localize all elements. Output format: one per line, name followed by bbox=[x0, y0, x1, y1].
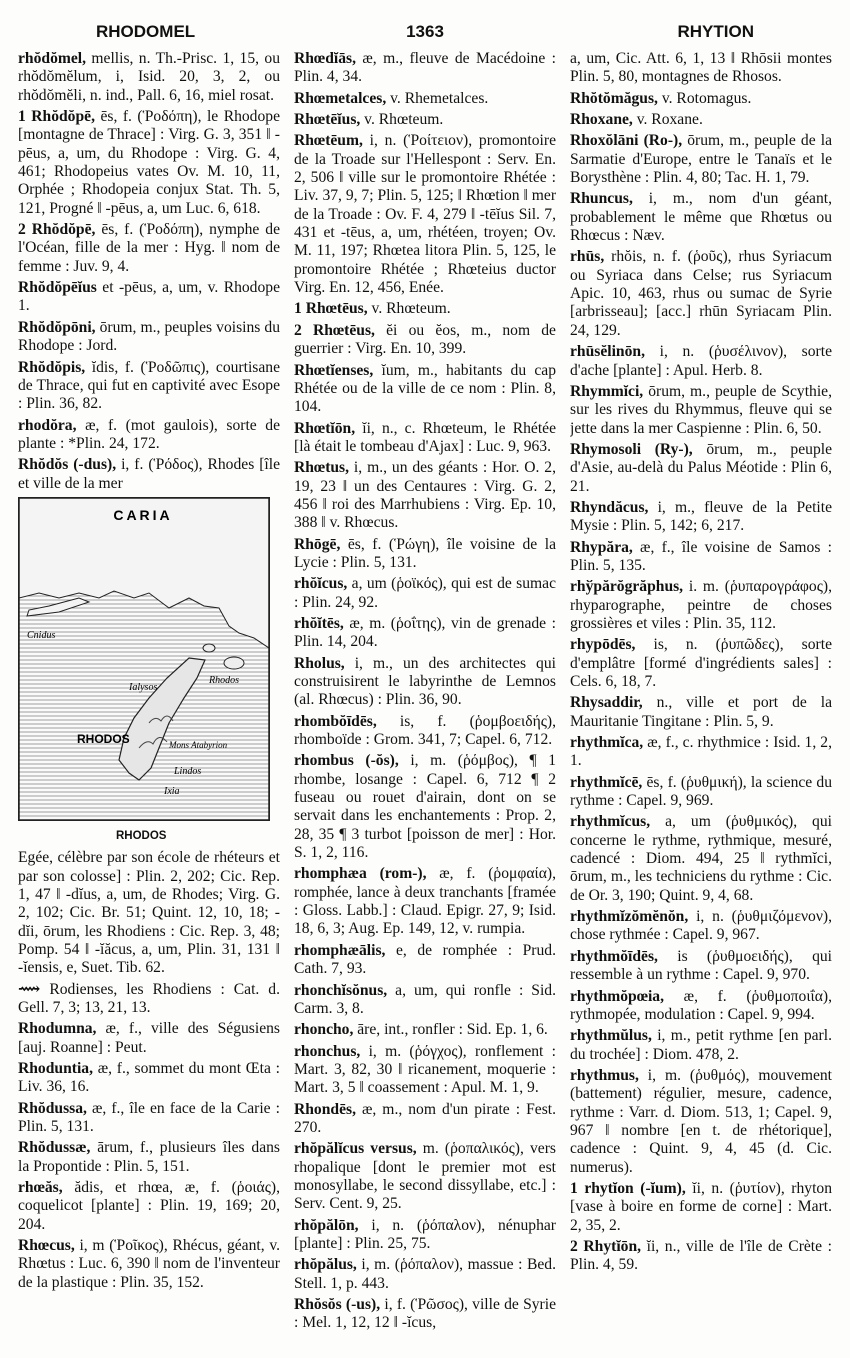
entry-definition: æ, f. (ῥυθμοποιΐα), rythmopée, modulation : Capel. 9, 994. bbox=[570, 987, 832, 1023]
dictionary-entry bbox=[294, 575, 556, 612]
entry-definition: a, um, Cic. Att. 6, 1, 13 ‖ Rhōsii montes Plin. 5, 80, montagnes de Rhosos. bbox=[570, 50, 832, 86]
entry-definition: ārum, f., plusieurs îles dans la Propontide : Plin. 5, 151. bbox=[18, 1139, 280, 1175]
entry-definition: n., ville et port de la Mauritanie Tingitane : Plin. 5, 9. bbox=[570, 694, 832, 730]
entry-definition: ĕi ou ĕos, m., nom de guerrier : Virg. En. 10, 399. bbox=[294, 321, 556, 358]
entry-definition: ĭi, n., c. Rhœteum, le Rhétée [là était le tombeau d'Ajax] : Luc. 9, 963. bbox=[294, 419, 556, 455]
entry-definition: ēs, f. (Ῥοδόπη), le Rhodope [montagne de Thrace] : Virg. G. 3, 351 ‖ -pēus, a, um, du Rhodope : Virg. G. 4, 461; Rhodopeius vates Ov. M. 10, 11, Orphée ; Rhodopeia conjux Stat. Th. 5, 121, Progné ‖ -pēus, a, um Luc. 6, 618. bbox=[18, 108, 280, 217]
dictionary-entry bbox=[570, 383, 832, 438]
entry-headword: 1 rhytĭon (-ĭum), bbox=[570, 1179, 686, 1197]
entry-definition: i, m. (ῥόμβος), ¶ 1 rhombe, losange : Capel. 6, 712 ¶ 2 fuseau ou rouet d'airain, dont on se servait dans les enchantements : Prop. 2, 28, 35 ¶ 3 turbot [poisson de mer] : Hor. S. 1, 2, 116. bbox=[294, 752, 556, 862]
entry-definition: i, m., un des géants : Hor. O. 2, 19, 23 ‖ un des Centaures : Virg. G. 2, 456 ‖ roi des Marrhubiens : Virg. Ep. 10, 388 ‖ v. Rhœcus. bbox=[294, 459, 556, 532]
header-right-guideword: RHYTION bbox=[677, 22, 754, 41]
entry-definition: i, n. (ῥυθμιζόμενον), chose rythmée : Capel. 9, 967. bbox=[570, 908, 832, 944]
rhodos-map bbox=[18, 497, 270, 821]
dictionary-entry bbox=[18, 108, 280, 218]
entry-definition: v. Roxane. bbox=[632, 111, 703, 129]
dictionary-entry bbox=[294, 865, 556, 938]
dictionary-entry bbox=[570, 343, 832, 380]
column-2 bbox=[294, 50, 556, 1358]
entry-headword: rhythmĭca, bbox=[570, 734, 644, 752]
entry-headword: Rhymmĭci, bbox=[570, 382, 644, 400]
dictionary-entry bbox=[294, 459, 556, 532]
entry-headword: rhŏpălĭcus versus, bbox=[294, 1140, 417, 1158]
entry-definition: ōrum, m., peuple de Scythie, sur les rives du Rhymmus, fleuve qui se jette dans la mer Caspienne : Plin. 6, 50. bbox=[570, 382, 832, 437]
entry-headword: Rhŏdŏpis, bbox=[18, 358, 86, 376]
dictionary-entry bbox=[18, 1060, 280, 1097]
entry-definition: æ, m. (ῥοΐτης), vin de grenade : Plin. 14, 204. bbox=[294, 614, 556, 651]
entry-headword: rhombus (-ŏs), bbox=[294, 752, 399, 770]
map-label-atabyrion: Mons Atabyrion bbox=[169, 739, 228, 750]
entry-headword: rhŏĭtēs, bbox=[294, 614, 344, 632]
dictionary-entry bbox=[294, 615, 556, 652]
entry-headword: rhodŏra, bbox=[18, 416, 77, 434]
entry-definition: æ, m., nom d'un pirate : Fest. 270. bbox=[294, 1100, 556, 1136]
dictionary-entry bbox=[570, 636, 832, 691]
entry-definition: i, f. (Ῥῶσος), ville de Syrie : Mel. 1, 12, 12 ‖ -ĭcus, bbox=[294, 1296, 556, 1332]
dictionary-entry bbox=[294, 752, 556, 862]
entry-definition: v. Rotomagus. bbox=[657, 89, 752, 107]
entry-definition: i, m. (ῥυθμός), mouvement (battement) régulier, mesure, cadence, rythme : Varr. d. Diom. 513, 1; Capel. 9, 967 ‖ nombre [en t. de rhétorique], cadence : Quint. 9, 4, 45 (d. Cic. numerus). bbox=[570, 1066, 832, 1176]
entry-definition: a, um (ῥυθμικός), qui concerne le rythme, rythmique, mesuré, cadencé : Diom. 494, 25 ‖ rythmĭci, ōrum, m., les techniciens du rythme : Cic. de Or. 3, 190; Quint. 9, 4, 68. bbox=[570, 813, 832, 904]
entry-headword: rhythmŏīdēs, bbox=[570, 947, 658, 965]
entry-definition: m. (ῥοπαλικός), vers rhopalique [dont le premier mot est monosyllabe, le second dissyllabe, etc.] : Serv. Cent. 9, 25. bbox=[294, 1140, 556, 1213]
dictionary-entry bbox=[570, 774, 832, 811]
entry-headword: 2 Rhytĭōn, bbox=[570, 1237, 642, 1255]
entry-headword: rhūsĕlinōn, bbox=[570, 343, 645, 361]
dictionary-entry bbox=[294, 362, 556, 417]
entry-headword: rhūs, bbox=[570, 248, 605, 266]
entry-headword: Rhŏdussæ, bbox=[18, 1139, 91, 1157]
entry-definition: v. Rhemetalces. bbox=[386, 89, 489, 107]
entry-headword: rhŏdŏmel, bbox=[18, 50, 87, 67]
dictionary-entry bbox=[570, 499, 832, 536]
dictionary-entry bbox=[294, 111, 556, 129]
dictionary-entry bbox=[294, 982, 556, 1019]
entry-headword: rhythmus, bbox=[570, 1066, 639, 1084]
entry-definition: ădis, et rhœa, æ, f. (ῥοιάς), coquelicot [plante] : Plin. 19, 169; 20, 204. bbox=[18, 1179, 280, 1233]
dictionary-entry bbox=[294, 90, 556, 108]
entry-definition: i, n. (ῥυσέλινον), sorte d'ache [plante] : Apul. Herb. 8. bbox=[570, 343, 832, 379]
entry-headword: Rhœcus, bbox=[18, 1237, 75, 1255]
entry-definition: rhŏis, n. f. (ῥοῦς), rhus Syriacum ou Syriaca dans Celse; rus Syriacum Apic. 10, 463, rhus ou sumac de Syrie [arbrisseau]; [acc.] rhūn Syriacam Plin. 24, 129. bbox=[570, 248, 832, 339]
page-header bbox=[18, 18, 832, 48]
entry-headword: Rhŏdussa, bbox=[18, 1099, 87, 1117]
entry-headword: rhonchus, bbox=[294, 1042, 361, 1060]
entry-definition: ōrum, m., peuple de la Sarmatie d'Europe, entre le Tanaïs et le Borysthène : Plin. 4, 80; Tac. H. 1, 79. bbox=[570, 132, 832, 187]
map-caption: RHODOS bbox=[116, 829, 167, 842]
dictionary-entry bbox=[570, 50, 832, 87]
entry-definition: ĭi, n. (ῥυτίον), rhyton [vase à boire en forme de corne] : Mart. 2, 35, 2. bbox=[570, 1179, 832, 1234]
dictionary-entry bbox=[18, 221, 280, 276]
entry-definition: mellis, n. Th.-Prisc. 1, 15, ou rhŏdŏmĕlum, i, Isid. 20, 3, 2, ou rhŏdŏmĕli, n. ind., Pall. 6, 16, miel rosat. bbox=[18, 50, 280, 104]
dictionary-entry bbox=[570, 578, 832, 633]
entry-definition: Egée, célèbre par son école de rhéteurs et par son colosse] : Plin. 2, 202; Cic. Rep. 1, 47 ‖ -dĭus, a, um, de Rhodes; Virg. G. 2, 102; Cic. Br. 51; Quint. 12, 10, 18; -dĭi, ōrum, les Rhodiens : Cic. Rep. 3, 48; Pomp. 54 ‖ -ĭăcus, a, um, Plin. 31, 131 ‖ -ĭensis, e, Suet. Tib. 62. bbox=[18, 849, 280, 977]
map-label-cnidus: Cnidus bbox=[27, 629, 56, 641]
entry-headword: rhŏpălōn, bbox=[294, 1216, 359, 1234]
page-number: 1363 bbox=[406, 22, 444, 41]
dictionary-entry bbox=[294, 713, 556, 750]
entry-definition: i, n. (ῥόπαλον), nénuphar [plante] : Plin. 25, 75. bbox=[294, 1216, 556, 1252]
entry-headword: rhythmĭcē, bbox=[570, 773, 643, 791]
dictionary-entry bbox=[18, 359, 280, 414]
dictionary-entry bbox=[570, 734, 832, 771]
dictionary-entry bbox=[294, 1101, 556, 1138]
dictionary-entry bbox=[570, 539, 832, 576]
dictionary-entry bbox=[570, 111, 832, 129]
dictionary-entry bbox=[18, 1179, 280, 1234]
map-label-rhodos-city: Rhodos bbox=[209, 674, 239, 686]
entry-definition: i. m. (ῥυπαρογράφος), rhyparographe, peintre de choses grossières et viles : Plin. 35, 112. bbox=[570, 578, 832, 632]
entry-definition: ĭi, n., ville de l'île de Crète : Plin. 4, 59. bbox=[570, 1237, 832, 1274]
entry-headword: Rhondēs, bbox=[294, 1100, 356, 1118]
entry-definition: æ, m., fleuve de Macédoine : Plin. 4, 34. bbox=[294, 50, 556, 86]
dictionary-entry bbox=[294, 1043, 556, 1098]
entry-definition: i, m., nom d'un géant, probablement le même que Rhœtus ou Rhœcus : Næv. bbox=[570, 190, 832, 245]
entry-headword: Rhysaddir, bbox=[570, 694, 643, 712]
entry-headword: rhomphæa (rom-), bbox=[294, 865, 427, 883]
entry-definition: i, m. (ῥόπαλον), massue : Bed. Stell. 1, p. 443. bbox=[294, 1256, 556, 1292]
dictionary-entry bbox=[294, 420, 556, 457]
dictionary-entry bbox=[294, 132, 556, 297]
dictionary-entry bbox=[18, 1020, 280, 1057]
dictionary-entry bbox=[294, 655, 556, 710]
entry-headword: Rhoxane, bbox=[570, 111, 633, 129]
entry-definition: æ, f., sommet du mont Œta : Liv. 36, 16. bbox=[18, 1060, 280, 1096]
dictionary-entry bbox=[570, 132, 832, 187]
dictionary-entry bbox=[570, 441, 832, 496]
dictionary-entry bbox=[294, 1256, 556, 1293]
header-left-guideword: RHODOMEL bbox=[96, 22, 196, 41]
entry-headword: Rhŏdŏpōni, bbox=[18, 318, 96, 336]
entry-definition: et -pēus, a, um, v. Rhodope 1. bbox=[18, 279, 280, 315]
entry-definition: i, n. (Ῥοίτειον), promontoire de la Troade sur l'Hellespont : Serv. En. 2, 506 ‖ ville sur le promontoire Rhétée : Liv. 37, 9, 7; Plin. 5, 125; ‖ Rhœtion ‖ mer de la Troade : Ov. F. 4, 279 ‖ -tēĭus Sil. 7, 431 et -tēus, a, um, rhétéen, troyen; Ov. M. 11, 197; Rhœtea litora Plin. 5, 125, le promontoire Rhétée ; Rhœteius ductor Virg. En. 12, 456, Enée. bbox=[294, 132, 556, 297]
entry-definition: ēs, f. (ῥυθμική), la science du rythme : Capel. 9, 969. bbox=[570, 773, 832, 810]
entry-headword: rhypōdēs, bbox=[570, 636, 636, 654]
dictionary-entry bbox=[570, 248, 832, 340]
entry-definition: ēs, f. (Ῥώγη), île voisine de la Lycie : Plin. 5, 131. bbox=[294, 535, 556, 571]
entry-definition: Rodienses, les Rhodiens : Cat. d. Gell. 7, 3; 13, 21, 13. bbox=[18, 980, 280, 1016]
dictionary-entry bbox=[18, 456, 280, 493]
entry-headword: Rholus, bbox=[294, 654, 345, 672]
dictionary-entry bbox=[18, 279, 280, 316]
entry-headword: Rhyndăcus, bbox=[570, 498, 649, 516]
dictionary-entry bbox=[294, 942, 556, 979]
entry-definition: ĭum, m., habitants du cap Rhétée ou de la ville de ce nom : Plin. 8, 104. bbox=[294, 361, 556, 416]
map-label-lindos: Lindos bbox=[174, 765, 202, 777]
dictionary-entry bbox=[294, 322, 556, 359]
dictionary-entry bbox=[570, 1027, 832, 1064]
entry-headword: Rhodumna, bbox=[18, 1020, 97, 1038]
entry-headword: Rhōgē, bbox=[294, 535, 341, 553]
entry-headword: Rhŏtŏmăgus, bbox=[570, 89, 658, 107]
entry-definition: a, um (ῥοϊκός), qui est de sumac : Plin. 24, 92. bbox=[294, 575, 556, 611]
dictionary-entry bbox=[294, 1021, 556, 1039]
map-title: CARIA bbox=[113, 506, 173, 523]
entry-headword: rhythmŭlus, bbox=[570, 1027, 652, 1045]
entry-definition: v. Rhœteum. bbox=[367, 300, 451, 318]
entry-definition: i, m (Ῥοῖκος), Rhécus, géant, v. Rhœtus : Luc. 6, 390 ‖ nom de l'inventeur de la plastique : Plin. 35, 152. bbox=[18, 1237, 280, 1291]
dictionary-entry bbox=[18, 849, 280, 977]
entry-headword: Rhœdĭās, bbox=[294, 50, 356, 67]
dictionary-entry bbox=[18, 1237, 280, 1292]
entry-headword: Rhŏdŏpēĭus bbox=[18, 279, 97, 297]
entry-definition: ōrum, m., peuple d'Asie, au-delà du Palus Méotide : Plin 6, 21. bbox=[570, 440, 832, 495]
entry-headword: Rhœmetalces, bbox=[294, 89, 387, 107]
entry-headword: rhўpărŏgrăphus, bbox=[570, 578, 684, 596]
entry-headword: rhonchĭsŏnus, bbox=[294, 981, 388, 999]
dictionary-entry bbox=[570, 694, 832, 731]
column-3 bbox=[570, 50, 832, 1358]
entry-headword: Rhœtĭōn, bbox=[294, 419, 356, 437]
entry-headword: rhombŏīdēs, bbox=[294, 712, 377, 730]
entry-headword: rhythmĭzŏmĕnŏn, bbox=[570, 908, 689, 926]
entry-definition: i, m., un des architectes qui construisirent le labyrinthe de Lemnos (al. Rhœcus) : Plin. 36, 90. bbox=[294, 654, 556, 709]
entry-definition: ōrum, m., peuples voisins du Rhodope : Jord. bbox=[18, 318, 280, 355]
dictionary-entry bbox=[570, 90, 832, 108]
entry-definition: i, m., fleuve de la Petite Mysie : Plin. 5, 142; 6, 217. bbox=[570, 498, 832, 535]
entry-definition: a, um, qui ronfle : Sid. Carm. 3, 8. bbox=[294, 981, 556, 1017]
dictionary-entry bbox=[570, 813, 832, 905]
map-label-rhodos-island: RHODOS bbox=[77, 731, 130, 746]
dictionary-entry bbox=[570, 948, 832, 985]
entry-headword: Rhypăra, bbox=[570, 538, 633, 556]
entry-headword: rhythmŏpœia, bbox=[570, 987, 665, 1005]
entry-headword: Rhœtĭenses, bbox=[294, 361, 374, 379]
entry-definition: āre, int., ronfler : Sid. Ep. 1, 6. bbox=[353, 1021, 548, 1039]
entry-headword: Rhœtus, bbox=[294, 459, 350, 477]
dictionary-entry bbox=[570, 190, 832, 245]
entry-headword: rhŏpălus, bbox=[294, 1256, 357, 1274]
entry-definition: æ, f., île en face de la Carie : Plin. 5, 131. bbox=[18, 1099, 280, 1136]
dictionary-entry bbox=[294, 536, 556, 573]
entry-headword: Rhoxŏlāni (Ro-), bbox=[570, 132, 683, 150]
map-label-ialysos: Ialysos bbox=[129, 681, 158, 693]
map-label-ixia: Ixia bbox=[164, 785, 180, 797]
column-1 bbox=[18, 50, 280, 1358]
entry-headword: rhŏĭcus, bbox=[294, 575, 348, 593]
entry-definition: is, n. (ῥυπῶδες), sorte d'emplâtre [formé d'ingrédients sales] : Cels. 6, 18, 7. bbox=[570, 636, 832, 690]
entry-definition: v. Rhœteum. bbox=[360, 111, 444, 129]
dictionary-entry bbox=[570, 908, 832, 945]
entry-headword: Rhuncus, bbox=[570, 190, 633, 208]
entry-definition: æ, f. (mot gaulois), sorte de plante : *Plin. 24, 172. bbox=[18, 416, 280, 452]
entry-headword: 2 Rhŏdŏpē, bbox=[18, 221, 96, 239]
entry-definition: i, m., petit rythme [en parl. du trochée] : Diom. 478, 2. bbox=[570, 1027, 832, 1063]
entry-definition: i, m. (ῥόγχος), ronflement : Mart. 3, 82, 30 ‖ ricanement, moquerie : Mart. 3, 5 ‖ coassement : Apul. M. 1, 9. bbox=[294, 1042, 556, 1097]
entry-definition: ĭdis, f. (Ῥοδῶπις), courtisane de Thrace, qui fut en captivité avec Esope : Plin. 36, 82. bbox=[18, 358, 280, 413]
entry-headword: Rhœtēum, bbox=[294, 132, 363, 150]
dictionary-entry bbox=[18, 1139, 280, 1176]
entry-definition: æ, f. (ῥομφαία), romphée, lance à deux tranchants [framée : Gloss. Labb.] : Claud. Epigr. 27, 9; Isid. 18, 6, 3; Aug. Ep. 149, 12, v. rumpia. bbox=[294, 865, 556, 938]
dictionary-entry bbox=[294, 1296, 556, 1333]
entry-definition: is (ῥυθμοειδής), qui ressemble à un rythme : Capel. 9, 970. bbox=[570, 947, 832, 984]
entry-definition: i, f. (Ῥόδος), Rhodes [île et ville de la mer bbox=[18, 456, 280, 492]
entry-definition: is, f. (ῥομβοειδής), rhomboïde : Grom. 341, 7; Capel. 6, 712. bbox=[294, 712, 556, 749]
entry-headword: Rhœtēĭus, bbox=[294, 111, 361, 129]
dictionary-entry bbox=[570, 1180, 832, 1235]
dictionary-entry bbox=[294, 300, 556, 318]
entry-definition: æ, f., île voisine de Samos : Plin. 5, 135. bbox=[570, 538, 832, 574]
dictionary-entry bbox=[570, 1238, 832, 1275]
entry-definition: æ, f., c. rhythmice : Isid. 1, 2, 1. bbox=[570, 734, 832, 770]
entry-headword: rhœăs, bbox=[18, 1179, 63, 1197]
dictionary-entry bbox=[18, 50, 280, 105]
entry-headword: ⟿ bbox=[18, 980, 50, 998]
entry-headword: rhomphæālis, bbox=[294, 941, 386, 959]
map-illustration bbox=[19, 498, 269, 820]
entry-headword: Rhŏdŏs (-dus), bbox=[18, 456, 117, 474]
entry-definition: ēs, f. (Ῥοδόπη), nymphe de l'Océan, fille de la mer : Hyg. ‖ nom de femme : Juv. 9, 4. bbox=[18, 221, 280, 275]
entry-headword: rhythmĭcus, bbox=[570, 813, 651, 831]
entry-definition: æ, f., ville des Ségusiens [auj. Roanne] : Peut. bbox=[18, 1020, 280, 1056]
dictionary-entry bbox=[570, 988, 832, 1025]
dictionary-entry bbox=[294, 1217, 556, 1254]
entry-headword: Rhŏsŏs (-us), bbox=[294, 1296, 381, 1313]
entry-headword: Rhymosoli (Ry-), bbox=[570, 440, 693, 458]
entry-headword: Rhoduntia, bbox=[18, 1060, 93, 1078]
dictionary-entry bbox=[294, 1140, 556, 1213]
entry-headword: 1 Rhŏdŏpē, bbox=[18, 108, 95, 126]
dictionary-entry bbox=[18, 417, 280, 454]
columns bbox=[18, 50, 832, 1358]
entry-headword: rhoncho, bbox=[294, 1021, 354, 1039]
entry-definition: e, de romphée : Prud. Cath. 7, 93. bbox=[294, 941, 556, 978]
entry-headword: 1 Rhœtēus, bbox=[294, 300, 368, 318]
entry-headword: 2 Rhœtēus, bbox=[294, 321, 375, 339]
dictionary-entry bbox=[18, 319, 280, 356]
dictionary-entry bbox=[18, 1100, 280, 1137]
dictionary-entry bbox=[570, 1067, 832, 1177]
dictionary-entry bbox=[18, 981, 280, 1018]
dictionary-entry bbox=[294, 50, 556, 87]
